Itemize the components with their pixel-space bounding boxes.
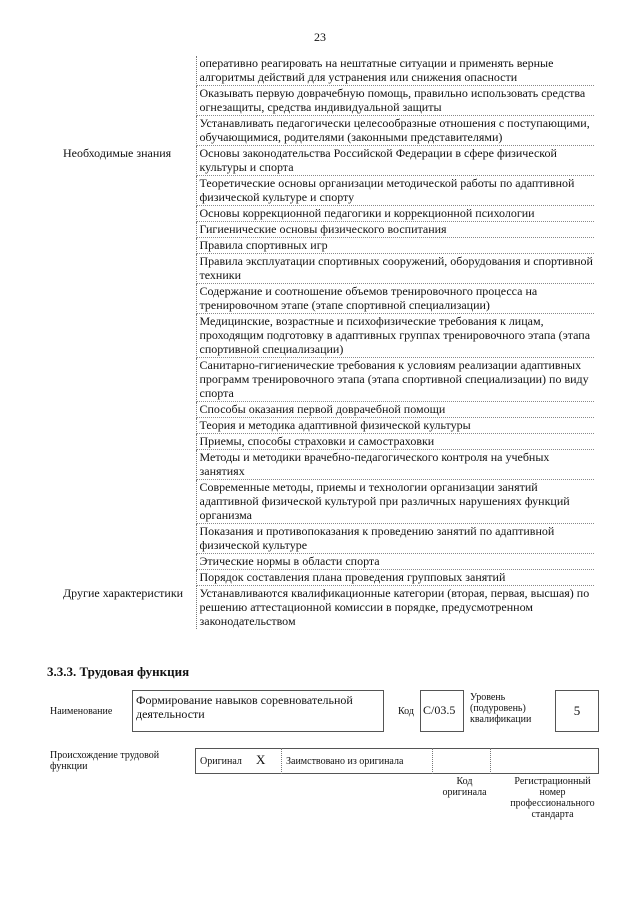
table-row: [47, 146, 594, 176]
table-row: [47, 480, 594, 524]
function-name-box: [132, 690, 384, 732]
function-name-value: Формирование навыков соревновательной деятельности: [136, 693, 353, 721]
knowledge-item: Порядок составления плана проведения групповых занятий: [196, 570, 594, 586]
level-label: Уровень (подуровень) квалификации: [470, 692, 532, 725]
table-row: [47, 254, 594, 284]
table-row: [47, 554, 594, 570]
skill-item: Оказывать первую доврачебную помощь, правильно использовать средства огнезащиты, средства индивидуальной защиты: [196, 86, 594, 116]
other-label: Другие характеристики: [63, 585, 184, 600]
code-value: С/03.5: [423, 703, 456, 717]
level-value: 5: [573, 703, 581, 718]
skill-item: Устанавливать педагогически целесообразные отношения с поступающими, обучающимися, родителями (законными представителями): [196, 116, 594, 146]
code-box: [420, 690, 464, 732]
knowledge-label: Необходимые знания: [63, 145, 172, 160]
knowledge-item: Санитарно-гигиенические требования к условиям реализации адаптивных программ тренировочного этапа (этапа спортивной специализации) по виду спорта: [196, 358, 594, 402]
knowledge-item: Теория и методика адаптивной физической культуры: [196, 418, 594, 434]
knowledge-item: Современные методы, приемы и технологии организации занятий адаптивной физической культурой при различных нарушениях функций организма: [196, 480, 594, 524]
section-title: 3.3.3. Трудовая функция: [47, 664, 190, 679]
table-row: [47, 222, 594, 238]
table-row: [47, 358, 594, 402]
knowledge-item: Содержание и соотношение объемов тренировочного процесса на тренировочном этапе (этапе спортивной специализации): [196, 284, 594, 314]
table-row: [47, 570, 594, 586]
knowledge-item: Приемы, способы страховки и самостраховки: [196, 434, 594, 450]
table-row: [47, 56, 594, 86]
knowledge-item: Методы и методики врачебно-педагогического контроля на учебных занятиях: [196, 450, 594, 480]
table-row: [47, 524, 594, 554]
table-row: [47, 86, 594, 116]
divider: [432, 748, 433, 774]
table-row: [47, 434, 594, 450]
table-row: [47, 586, 594, 630]
knowledge-item: Основы законодательства Российской Федерации в сфере физической культуры и спорта: [196, 146, 594, 176]
skill-item: оперативно реагировать на нештатные ситуации и применять верные алгоритмы действий для устранения или снижения опасности: [196, 56, 594, 86]
knowledge-item: Правила спортивных игр: [196, 238, 594, 254]
origin-label: Происхождение трудовой функции: [50, 750, 160, 772]
table-row: [47, 176, 594, 206]
table-row: [47, 238, 594, 254]
original-label: Оригинал: [200, 756, 242, 767]
table-row: [47, 206, 594, 222]
knowledge-item: Этические нормы в области спорта: [196, 554, 594, 570]
table-row: [47, 450, 594, 480]
knowledge-item: Показания и противопоказания к проведению занятий по адаптивной физической культуре: [196, 524, 594, 554]
table-row: [47, 314, 594, 358]
knowledge-item: Способы оказания первой доврачебной помощи: [196, 402, 594, 418]
divider: [281, 748, 282, 774]
knowledge-item: Основы коррекционной педагогики и коррекционной психологии: [196, 206, 594, 222]
original-mark: X: [256, 752, 266, 767]
name-label: Наименование: [50, 706, 113, 717]
knowledge-item: Медицинские, возрастные и психофизические требования к лицам, проходящим подготовку в адаптивных группах тренировочного этапа (этапа спортивной специализации): [196, 314, 594, 358]
page-number: 23: [314, 30, 326, 44]
code-label: Код: [398, 706, 414, 717]
table-row: [47, 116, 594, 146]
reg-caption: Регистрационный номер профессионального стандарта: [510, 776, 595, 820]
knowledge-item: Гигиенические основы физического воспитания: [196, 222, 594, 238]
borrowed-label: Заимствовано из оригинала: [286, 756, 404, 767]
level-box: [555, 690, 599, 732]
other-text: Устанавливаются квалификационные категории (вторая, первая, высшая) по решению аттестационной комиссии в порядке, предусмотренном законодательством: [196, 586, 594, 630]
table-row: [47, 402, 594, 418]
knowledge-item: Правила эксплуатации спортивных сооружений, оборудования и спортивной техники: [196, 254, 594, 284]
knowledge-item: Теоретические основы организации методической работы по адаптивной физической культуре и спорту: [196, 176, 594, 206]
qualification-table: [47, 56, 594, 629]
divider: [490, 748, 491, 774]
table-row: [47, 284, 594, 314]
code-caption: Код оригинала: [442, 776, 487, 798]
table-row: [47, 418, 594, 434]
